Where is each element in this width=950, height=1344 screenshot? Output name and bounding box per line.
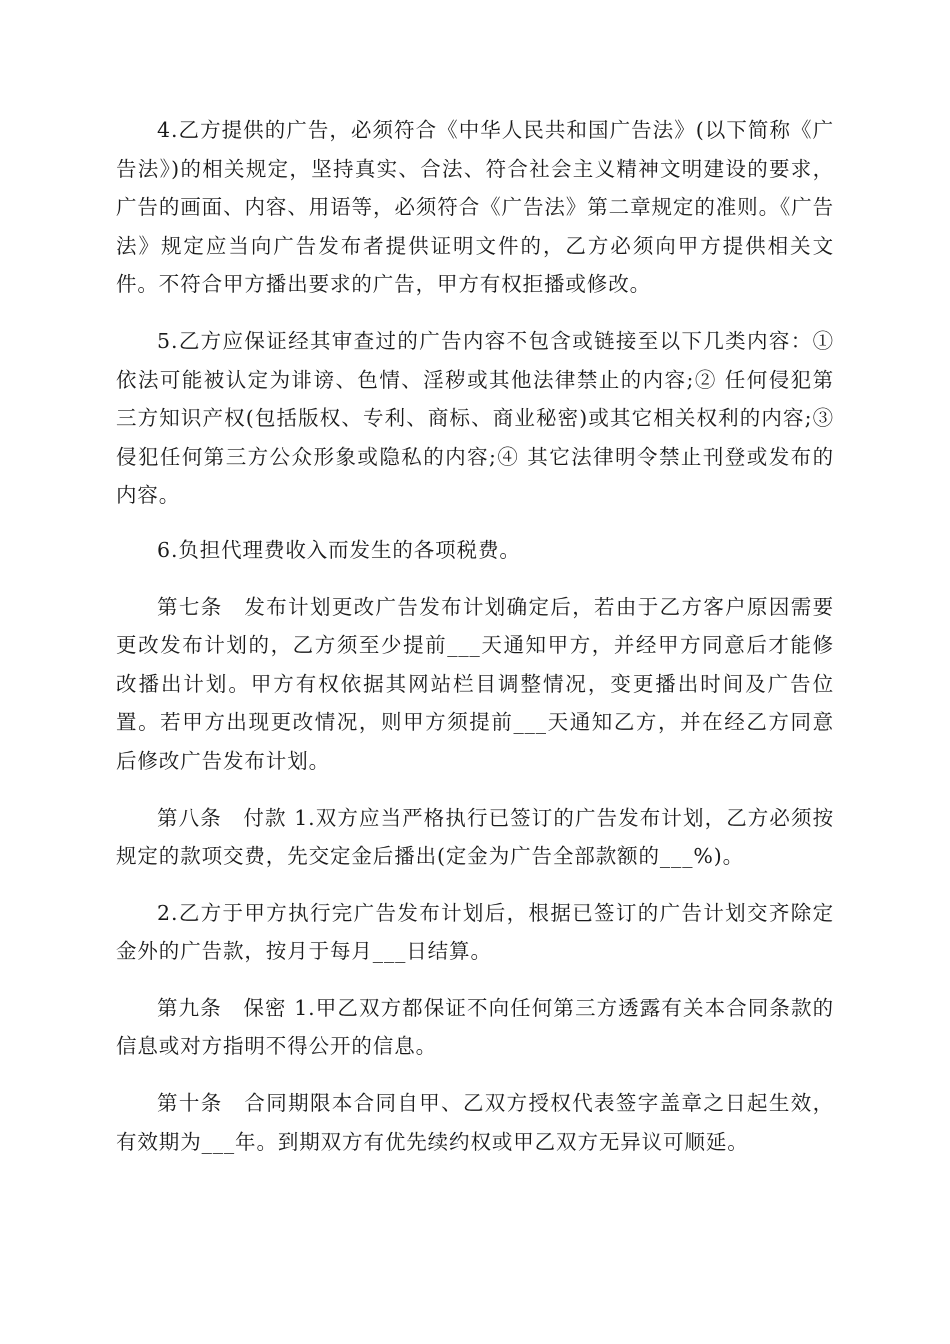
paragraph-clause-4: 4.乙方提供的广告，必须符合《中华人民共和国广告法》(以下简称《广告法》)的相关规定，坚持真实、合法、符合社会主义精神文明建设的要求，广告的画面、内容、用语等，必须符合《广告法》第二章规定的准则。《广告法》规定应当向广告发布者提供证明文件的，乙方必须向甲方提供相关文件。不符合甲方播出要求的广告，甲方有权拒播或修改。 [116, 118, 834, 297]
paragraph-article-9: 第九条 保密 1.甲乙双方都保证不向任何第三方透露有关本合同条款的信息或对方指明不得公开的信息。 [116, 995, 834, 1059]
document-body [116, 111, 834, 1179]
paragraph-article-7: 第七条 发布计划更改广告发布计划确定后，若由于乙方客户原因需要更改发布计划的，乙方须至少提前___天通知甲方，并经甲方同意后才能修改播出计划。甲方有权依据其网站栏目调整情况，变更播出时间及广告位置。若甲方出现更改情况，则甲方须提前___天通知乙方，并在经乙方同意后修改广告发布计划。 [116, 594, 834, 773]
paragraph-article-8: 第八条 付款 1.双方应当严格执行已签订的广告发布计划，乙方必须按规定的款项交费，先交定金后播出(定金为广告全部款额的___%)。 [116, 805, 834, 869]
paragraph-article-10: 第十条 合同期限本合同自甲、乙双方授权代表签字盖章之日起生效，有效期为___年。到期双方有优先续约权或甲乙双方无异议可顺延。 [116, 1091, 834, 1154]
paragraph-clause-5: 5.乙方应保证经其审查过的广告内容不包含或链接至以下几类内容：①依法可能被认定为诽谤、色情、淫秽或其他法律禁止的内容;② 任何侵犯第三方知识产权(包括版权、专利、商标、商业秘密)或其它相关权利的内容;③ 侵犯任何第三方公众形象或隐私的内容;④ 其它法律明令禁止刊登或发布的内容。 [116, 328, 834, 508]
paragraph-clause-6: 6.负担代理费收入而发生的各项税费。 [157, 537, 521, 562]
paragraph-article-8-item-2: 2.乙方于甲方执行完广告发布计划后，根据已签订的广告计划交齐除定金外的广告款，按月于每月___日结算。 [116, 900, 834, 964]
